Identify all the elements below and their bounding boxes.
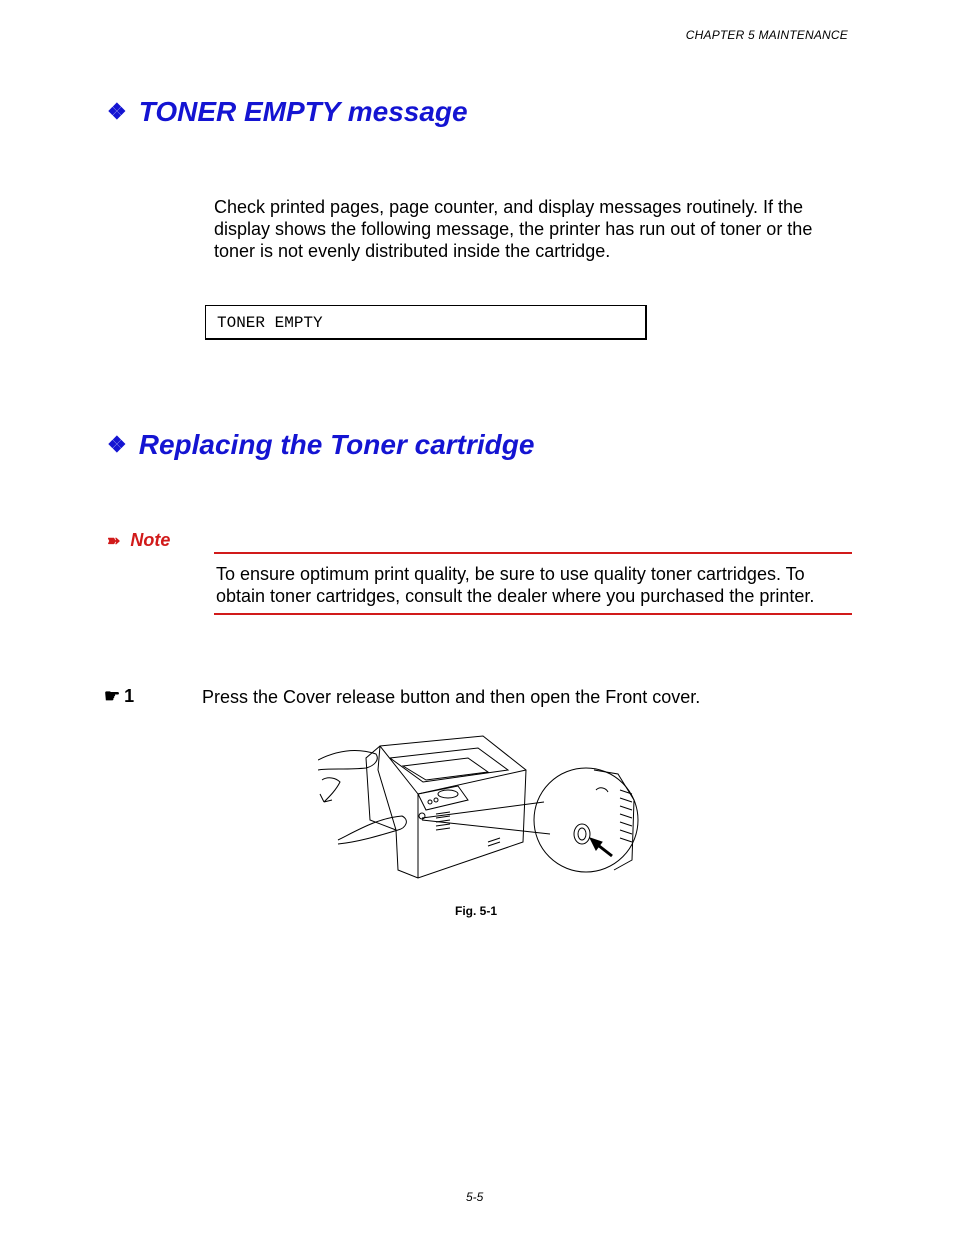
step-text: Press the Cover release button and then open the Front cover. [202,687,701,707]
note-label [107,530,170,551]
page-number: 5-5 [466,1190,484,1204]
lcd-message: TONER EMPTY [217,314,323,332]
section-heading-replacing [107,429,534,461]
intro-paragraph: Check printed pages, page counter, and display messages routinely. If the display shows the following message, the printer has run out of toner or the toner is not evenly distributed inside the cartridge. [214,197,813,261]
pointing-hand-icon: ☛ [104,686,121,706]
section-heading-toner-empty [107,96,468,128]
note-bottom-rule [214,613,852,615]
figure-caption: Fig. 5-1 [455,904,498,918]
diamond-bullet-icon: ❖ [107,99,127,124]
note-top-rule [214,552,852,554]
section-title: Replacing the Toner cartridge [138,429,535,460]
section-title: TONER EMPTY message [138,96,468,127]
running-header: CHAPTER 5 MAINTENANCE [685,28,848,42]
step-number: 1 [124,686,135,706]
diamond-bullet-icon: ❖ [107,432,127,457]
note-arrow-icon: ➽ [107,532,121,550]
note-text: To ensure optimum print quality, be sure to use quality toner cartridges. To obtain toner cartridges, consult the dealer where you purchased the printer. [216,564,815,606]
step-marker [104,686,134,707]
lcd-message-box [205,305,647,340]
note-label-text: Note [130,530,171,550]
printer-cover-release-illustration [318,730,640,885]
